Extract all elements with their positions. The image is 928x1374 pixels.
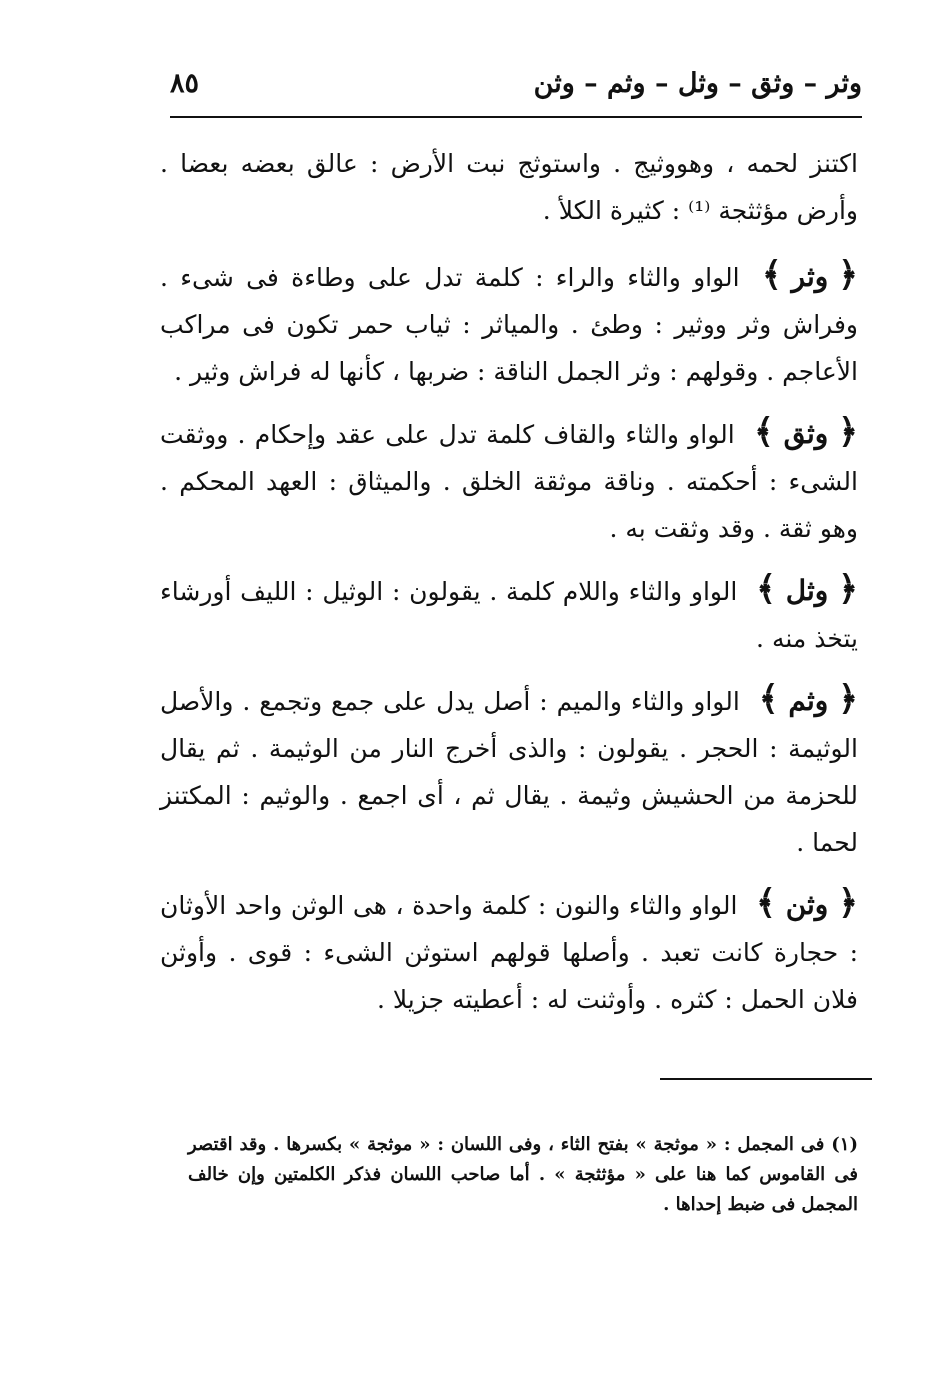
entry-wathal: [160, 566, 858, 662]
entry-text: الواو والثاء والراء : كلمة تدل على وطاءة فى شىء . وفراش وثر ووثير : وطئ . والمياثر : ثياب حمر تكون فى مراكب الأعاجم . وقولهم : وثر الجمل الناقة : ضربها ، كأنها له فراش وثير .: [160, 263, 858, 386]
running-header: [170, 58, 862, 108]
footnote: (١) فى المجمل : « موثجة » بفتح الثاء ، وفى اللسان : « موثجة » بكسرها . وقد اقتصر فى القاموس كما هنا على « مؤثثجة » . أما صاحب اللسان فذكر الكلمتين وإن خالف المجمل فى ضبط إحداها .: [188, 1134, 858, 1215]
header-title: وثر – وثق – وثل – وثم – وثن: [533, 67, 862, 99]
entry-headword: ﴿ وثق ﴾: [753, 412, 858, 452]
entry-headword: ﴿ وثن ﴾: [756, 883, 858, 923]
entry-headword: ﴿ وثل ﴾: [756, 569, 858, 609]
entry-watham: [160, 676, 858, 866]
page-number: ٨٥: [170, 67, 200, 99]
entry-text: الواو والثاء والميم : أصل يدل على جمع وتجمع . والأصل الوثيمة : الحجر . يقولون : والذى أخرج النار من الوثيمة . ثم يقال للحزمة من الحشيش وثيمة . يقال ثم ، أى اجمع . والوثيم : المكتنز لحما .: [160, 687, 858, 857]
entry-wathaq: [160, 409, 858, 552]
paragraph-text: اكتنز لحمه ، وهووثيج . واستوثج نبت الأرض : عالق بعضه بعضا . وأرض مؤثثجة ⁽¹⁾ : كثيرة الكلأ .: [160, 149, 858, 225]
page-body: [160, 140, 858, 1037]
entry-wathan: [160, 880, 858, 1023]
entry-headword: ﴿ وثم ﴾: [758, 679, 858, 719]
entry-headword: ﴿ وثر ﴾: [761, 255, 858, 295]
paragraph-continuation: [160, 140, 858, 234]
entry-text: الواو والثاء واللام كلمة . يقولون : الوثيل : الليف أورشاء يتخذ منه .: [160, 577, 858, 653]
footnote-rule: [660, 1078, 872, 1080]
entry-text: الواو والثاء والنون : كلمة واحدة ، هى الوثن واحد الأوثان : حجارة كانت تعبد . وأصلها قولهم استوثن الشىء : قوى . وأوثن فلان الحمل : كثره . وأوثنت له : أعطيته جزيلا .: [160, 891, 858, 1014]
entry-wathar: [160, 252, 858, 395]
header-rule: [170, 116, 862, 118]
entry-text: الواو والثاء والقاف كلمة تدل على عقد وإحكام . ووثقت الشىء : أحكمته . وناقة موثقة الخلق . والميثاق : العهد المحكم . وهو ثقة . وقد وثقت به .: [160, 420, 858, 543]
